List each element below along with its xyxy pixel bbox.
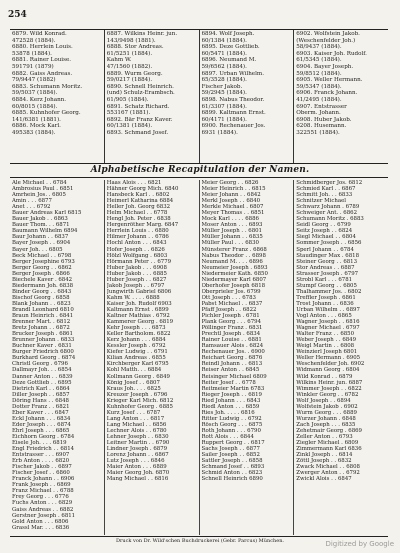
registry-entry: 6891. Schatz Richard. — [106, 103, 170, 110]
registry-entry: 61/905 (1884). — [106, 96, 149, 103]
footer-rule — [10, 536, 388, 537]
registry-entry: 79/9447 (1882) — [12, 77, 56, 84]
index-entry: Bauer Jakob . . 6863 — [12, 216, 68, 223]
index-entry: Bauer Thom. . . 6871 — [12, 222, 70, 229]
registry-entry: 6890. Schnell Heinrich. — [106, 83, 174, 90]
index-entry: Gerstner Joseph . 6811 — [12, 512, 76, 519]
index-entry: Müller Joseph . . 6801 — [201, 228, 262, 235]
index-entry: Bayer Joh. . . 6805 — [12, 246, 63, 253]
index-entry: Eckl Johann . . . 6834 — [12, 415, 71, 422]
index-entry: Dietrich Karl . . 6864 — [12, 385, 70, 392]
index-entry: Amrhein Jos. . 6805 — [12, 192, 66, 199]
index-entry: Gold Anton . . . 6806 — [12, 518, 69, 525]
index-entry: Neumand M. . . . 6896 — [201, 258, 263, 265]
index-entry: Haas Alois . . . 6821 — [106, 180, 162, 186]
registry-entry: 61/5251 (1884). — [106, 50, 153, 57]
index-entry: Fuchs Anton . . . 6829 — [12, 500, 73, 507]
index-entry: Walter Franz . . 6850 — [296, 331, 355, 338]
index-entry: Gaiss Andreas . . 6882 — [12, 506, 74, 513]
index-entry: Kurz Josef . . . 6787 — [106, 409, 161, 416]
registry-entry: 59/8512 (1884). — [296, 70, 342, 77]
index-entry: Münsterer Franz . 6868 — [201, 246, 267, 253]
index-entry: Ramsauer Alois . 6824 — [201, 343, 264, 350]
index-entry: Wagner Joseph . . 6816 — [296, 319, 360, 326]
index-entry: Engl Friedrich . . 6814 — [12, 446, 75, 453]
index-entry: Vogl Anton . . . 6865 — [296, 313, 352, 320]
registry-entry: 6902. Wolfstein Jakob. — [296, 31, 360, 37]
index-entry: Huber Joseph . . 6827 — [106, 276, 167, 283]
registry-entry: 6879. Wild Konrad. — [12, 31, 67, 37]
registry-entry: 65/3528 (1884). — [201, 77, 247, 84]
index-entry: Wolfstein Jakob . 6902 — [296, 403, 358, 410]
index-column — [294, 180, 388, 535]
index-entry: Jungwirth Gabriel 6806 — [106, 288, 172, 295]
index-entry: Burger Friedrich 6800 — [12, 349, 74, 356]
index-entry: Dotter Franz . . 6821 — [12, 403, 70, 410]
index-entry: Dallmayr Joh. . . 6854 — [12, 367, 72, 374]
index-entry: Weller Hermann . 6905 — [296, 355, 361, 362]
index-entry: Ziegler Michael . 6809 — [296, 440, 359, 447]
index-entry: Kohl Matth. . . 6884 — [106, 367, 162, 374]
index-entry: Döring Hans . . 6848 — [12, 397, 69, 404]
index-entry: Ried Johann . . . 6843 — [201, 397, 261, 404]
index-entry: Hölzl Wolfgang . 6803 — [106, 252, 168, 259]
registry-column — [200, 30, 295, 163]
index-entry: Herrlein Louis . . 6880 — [106, 228, 169, 235]
index-entry: König Josef . . 6807 — [106, 379, 160, 386]
index-entry: Eder Joseph . . . 6874 — [12, 421, 71, 428]
registry-entry: 59/6562 (1884). — [201, 63, 247, 70]
index-entry: Hochl Anton . . . 6843 — [106, 240, 167, 247]
index-entry: Kaiser Joh. Rudolf 6903 — [106, 300, 172, 307]
registry-entry: 6886. Mock Karl. — [12, 123, 61, 130]
registry-entry: 6931 (1884). — [201, 129, 238, 136]
index-entry: Hörmann Peter . . 6779 — [106, 258, 172, 265]
registry-entry: Oberm. Johann. — [296, 110, 341, 117]
index-entry: Sailer Joseph . . 6852 — [201, 452, 260, 459]
index-entry: Biedermann Joh. 6838 — [12, 282, 74, 289]
index-entry: Binder Georg . . 6843 — [12, 288, 72, 295]
index-entry: Reitmeier Martin 6783 — [201, 385, 265, 392]
registry-entry: 59/5037 (1884). — [12, 90, 58, 97]
registry-entry: 6208. Husemann. — [296, 123, 347, 130]
index-entry: Hähner Georg Mich. 6840 — [106, 186, 179, 193]
registry-entry: 60/1384 (1884). — [201, 37, 247, 44]
registry-column — [105, 30, 200, 163]
registry-column — [294, 30, 388, 163]
index-entry: Moser Anton . . . 6893 — [201, 222, 263, 229]
registry-entry: 60/4171 (1884). — [201, 116, 247, 123]
index-entry: Lang Michael . . 6856 — [106, 421, 167, 428]
index-entry: Grassl Mar. . . . 6836 — [12, 524, 70, 531]
index-entry: Fischer Josef . . 6860 — [12, 470, 70, 477]
registry-entry: (Weschenfelder Joh.) — [296, 37, 356, 44]
index-entry: Rott Alois . . . 6844 — [201, 433, 254, 440]
index-entry: Sattler Joseph . . 6858 — [201, 458, 263, 465]
index-entry: Widmann Georg . 6804 — [296, 367, 360, 374]
index-entry: Siegl Michael . . 6804 — [296, 234, 356, 241]
registry-entry: 59/0217 (1884). — [106, 77, 153, 84]
index-column — [200, 180, 295, 535]
index-entry: Burkhard Georg . 6874 — [12, 355, 76, 362]
index-entry: Berger Georg . . 6862 — [12, 264, 72, 271]
index-entry: Prechtl Joseph . 6834 — [201, 331, 261, 338]
index-entry: Franz Michael . . 6788 — [12, 488, 74, 495]
index-entry: Huber Jakob . . . 6908 — [106, 264, 167, 271]
index-entry: Zehetmair Georg . 6869 — [296, 427, 362, 434]
registry-entry: 47/1560 (1882). — [106, 63, 153, 70]
index-entry: Reindl Johann . . 6813 — [201, 361, 263, 368]
index-entry: Kehr Joseph . . . 6873 — [106, 325, 166, 332]
registry-entry: 472528 (1884). — [12, 37, 56, 44]
index-entry: Meier Georg . . 6826 — [201, 180, 259, 186]
index-entry: Sommer Joseph . . 6856 — [296, 240, 362, 247]
index-entry: Zach Joseph . . . 6835 — [296, 421, 356, 428]
index-entry: Deze Gottlieb . . 6895 — [12, 379, 72, 386]
index-entry: Braun Heinrich . 6841 — [12, 313, 74, 320]
registry-entry: 6892. Bär Franz Kaver. — [106, 116, 173, 123]
registry-entry: 6884. Kerz Johann. — [12, 96, 67, 103]
index-entry: Merkl Joseph . . 6840 — [201, 198, 261, 205]
index-entry: Frank Joseph . . 6869 — [12, 482, 71, 489]
index-entry: Kessler Joseph . 6792 — [106, 343, 166, 350]
registry-entry: 495383 (1884). — [12, 129, 56, 136]
index-entry: Meier Heinrich . . 6815 — [201, 186, 266, 193]
index-entry: Buchner Kaver . 6831 — [12, 343, 72, 350]
registry-entry: Kahm W. — [106, 57, 132, 64]
index-entry: Kiefer Ludwig . . 6791 — [106, 349, 168, 356]
index-entry: Zimmermann Karl 6836 — [296, 446, 362, 453]
registry-entry: 322551 (1884). — [296, 129, 340, 136]
registry-entry: 59/5347 (1884). — [296, 83, 342, 90]
index-entry: Zwickl Alois . . 6847 — [296, 476, 352, 483]
registry-entry: 61/3307 (1884). — [201, 103, 247, 110]
index-entry: Strasser Joseph . 6797 — [296, 270, 359, 277]
index-entry: Trost Johann . . 6836 — [296, 300, 354, 307]
index-entry: Bayer Joseph . . 6904 — [12, 240, 71, 247]
index-entry: Huber Jakob . . . 6885 — [106, 270, 167, 277]
index-entry: Brandl Leonhard 6810 — [12, 306, 74, 313]
index-entry: Heimerl Katharina 6884 — [106, 198, 174, 205]
printer-footer: Druck von Dr. Wild'schen Buchdruckerei (Gebr. Parcus) München. — [115, 538, 285, 544]
registry-entry: 60/8015 (1884). — [12, 103, 58, 110]
index-entry: Kahm W. . . . . 6888 — [106, 294, 160, 301]
index-entry: Kilian Andreas . 6855 — [106, 355, 166, 362]
registry-entry: 60/5471 (1884). — [201, 50, 247, 57]
registry-entry: 6905. Weller Hermann. — [296, 77, 363, 84]
index-entry: Rainer Louise . . 6881 — [201, 337, 262, 344]
index-entry: Schmid Anton . . 6823 — [201, 470, 263, 477]
registry-entry: 6907. Entstrasser — [296, 103, 347, 110]
index-entry: Treffler Joseph . 6861 — [296, 294, 356, 301]
index-entry: Steiner Georg . . 6813 — [296, 258, 358, 265]
index-entry: Hilmer Johann . . 6786 — [106, 234, 169, 241]
registry-entry: Fischer Jakob. — [201, 83, 243, 90]
index-entry: Helm Michael . . 6778 — [106, 210, 168, 217]
registry-entry: 6893. Schmand Josef. — [106, 129, 169, 136]
registry-column — [10, 30, 105, 163]
index-entry: Seidl Georg . . 6799 — [296, 222, 351, 229]
index-entry: Erb Anton . . . . 6820 — [12, 458, 70, 465]
index-entry: Baumann Wilhelm 6894 — [12, 228, 78, 235]
index-entry: Entstrasser . . . 6907 — [12, 452, 70, 459]
registry-entry: 58/9437 (1884). — [296, 44, 342, 51]
index-entry: Riedl Anton . . . 6859 — [201, 403, 260, 410]
index-entry: Ale Michael . . 6784 — [12, 180, 67, 186]
index-entry: Ries Joh. . . . . 6816 — [201, 409, 255, 416]
index-entry: Lutz Joseph . . . 6846 — [106, 458, 165, 465]
index-entry: Kirchberger Karl 6795 — [106, 361, 169, 368]
index-entry: Weinzierl Joseph 6801 — [296, 349, 358, 356]
index-entry: Bauer Andreas Karl 6815 — [12, 210, 82, 217]
index-entry: Beck Michael . . 6798 — [12, 252, 72, 259]
index-entry: Schnell Heinrich 6890 — [201, 476, 263, 483]
index-entry: Winkler Georg . . 6782 — [296, 391, 359, 398]
index-entry: Ott Joseph . . . 6783 — [201, 294, 256, 301]
index-entry: Kerz Johann . . . 6884 — [106, 337, 166, 344]
index-entry: Neumeier Joseph . 6893 — [201, 264, 268, 271]
index-entry: Oberprieler Jos. 6799 — [201, 288, 261, 295]
index-entry: Müller Paul . . . 6830 — [201, 240, 259, 247]
index-entry: Christl Georg . 6796 — [12, 361, 68, 368]
index-entry: Leitner Martin . . 6790 — [106, 440, 170, 447]
index-entry: Reiter Josef . . 6778 — [201, 379, 256, 386]
index-entry: Brucker Joseph . 6861 — [12, 331, 73, 338]
index-entry: Wolf Joseph . . 6894 — [296, 397, 351, 404]
index-entry: Biechele Kaver . 6842 — [12, 276, 73, 283]
index-entry: Sperl Johann . . 6784 — [296, 246, 354, 253]
registry-entry: 6897. Urban Wilhelm. — [201, 70, 264, 77]
index-entry: Lang Anton . . . 6817 — [106, 415, 165, 422]
index-entry: Lorenz Johann . . 6867 — [106, 452, 169, 459]
registry-entry: 41/2495 (1884). — [296, 96, 342, 103]
index-entry: Zöttl Joseph . . 6832 — [296, 458, 352, 465]
registry-entry: (und) Schulz-Erambsch. — [106, 90, 175, 97]
index-entry: Franck Johann . . 6906 — [12, 476, 75, 483]
index-entry: Baur Johann . . 6837 — [12, 234, 69, 241]
index-entry: Roth Johann . . . 6790 — [201, 427, 261, 434]
index-entry: Anet . . . 6792 — [12, 204, 51, 211]
index-entry: Lindner Joseph . 6879 — [106, 446, 168, 453]
index-entry: Rechenauer Jos. . 6900 — [201, 349, 265, 356]
section-title: Alphabetische Recapitulation der Namen. — [90, 165, 310, 175]
index-entry: Strobl Karl . . . 6781 — [296, 276, 353, 283]
index-entry: Wurm Georg . . . 6889 — [296, 409, 357, 416]
index-column — [105, 180, 200, 535]
index-entry: Niedermeier Kath. 6850 — [201, 270, 268, 277]
index-entry: Berger Josephine 6793 — [12, 258, 75, 265]
index-entry: Wilkins Heinr. jun. 6887 — [296, 379, 363, 386]
title-rule — [10, 177, 388, 178]
registry-entry: 6882. Gaiss Andreas. — [12, 70, 73, 77]
registry-entry: 6894. Wolf Joseph. — [201, 31, 255, 37]
index-entry: Weigl Martin . . 6808 — [296, 343, 355, 350]
index-entry: Frey Georg . . . 6776 — [12, 494, 69, 501]
registry-entry: 143/9498 (1881). — [106, 37, 156, 44]
index-entry: Meier Johann . . 6842 — [201, 192, 261, 199]
index-entry: Hergenröther Marg. 6847 — [106, 222, 179, 229]
index-entry: Plank Georg . . . 6794 — [201, 319, 261, 326]
index-entry: Ambrosius Paul . 6851 — [12, 186, 74, 193]
index-entry: Kreuzer Joseph . 6796 — [106, 391, 168, 398]
index-entry: Ritter Ludwig . . 6792 — [201, 415, 262, 422]
index-entry: Wild Konrad . . 6879 — [296, 373, 353, 380]
registry-entries-table — [10, 29, 388, 164]
index-entry: Reiser Anton . . 6845 — [201, 367, 260, 374]
index-entry: Staudinger Max . 6818 — [296, 252, 360, 259]
index-entry: Amin . . . 6877 — [12, 198, 52, 205]
index-entry: Kuhnhofer Georg . 6885 — [106, 403, 173, 410]
index-entry: Oberhofer Joseph 6818 — [201, 282, 266, 289]
index-entry: Kammerer Georg . 6819 — [106, 319, 174, 326]
index-entry: Keller Bartholom. 6822 — [106, 331, 171, 338]
registry-entry: 6889. Wurm Georg. — [106, 70, 163, 77]
index-entry: Schwarz Johann . 6789 — [296, 204, 360, 211]
index-entry: Merkle Michael . 6807 — [201, 204, 264, 211]
index-entry: Brunner Johann . 6833 — [12, 337, 75, 344]
index-entry: Zwerger Anton . . 6792 — [296, 470, 360, 477]
registry-entry: 6883. Schumann Moritz. — [12, 83, 83, 90]
index-entry: Lehner Joseph . . 6830 — [106, 433, 169, 440]
index-entry: Heller Joh. Georg 6832 — [106, 204, 171, 211]
index-entry: Krieger Karl Mich. 6812 — [106, 397, 174, 404]
index-entry: Ehrl Joseph . . . 6865 — [12, 427, 70, 434]
index-entry: Eichhorn Georg . 6784 — [12, 433, 75, 440]
index-entry: Sachs Joseph . . 6877 — [201, 446, 260, 453]
page-number: 254 — [8, 10, 27, 20]
index-entry: Zeller Anton . . 6793 — [296, 433, 353, 440]
index-entry: Ruppert Georg . . 6817 — [201, 440, 265, 447]
index-entry: Meyer Thomas . . 6851 — [201, 210, 265, 217]
index-entry: Müller Johann . . 6835 — [201, 234, 263, 241]
index-entry: Pöllinger Franz . 6831 — [201, 325, 263, 332]
registry-entry: 6904. Bayer Joseph. — [296, 63, 354, 70]
registry-entry: 6885. Kuhnhofer Georg. — [12, 110, 81, 117]
index-entry: Urban Wilhelm . . 6897 — [296, 306, 360, 313]
index-entry: Reichart Georg . 6876 — [201, 355, 263, 362]
index-entry: Niedermayer Karl 6807 — [201, 276, 267, 283]
index-entry: Eisele Joh. . . . 6819 — [12, 440, 67, 447]
index-entry: Schmitt Joh. . . 6833 — [296, 192, 353, 199]
index-entry: Maier Anton . . . 6889 — [106, 464, 167, 471]
index-entry: Schmand Josef . . 6893 — [201, 464, 265, 471]
index-entry: Wurzer Johann . 6848 — [296, 415, 356, 422]
index-entry: Seitz Joseph . . 6824 — [296, 228, 353, 235]
registry-entry: 61/5345 (1884). — [296, 57, 342, 64]
index-entry: Danner Anton . . 6839 — [12, 373, 73, 380]
registry-entry: 59/2945 (1884). — [201, 90, 247, 97]
index-entry: Zinkl Joseph . . 6814 — [296, 452, 353, 459]
registry-entry: 60/1381 (1884). — [106, 123, 153, 130]
index-entry: Jakob Joseph . . 6797 — [106, 282, 165, 289]
index-entry: Wagner Michael . 6797 — [296, 325, 360, 332]
registry-entry: 6887. Wilkins Heinr. jun. — [106, 31, 178, 37]
registry-entry: 6888. Stor Andreas. — [106, 44, 164, 51]
index-entry: Schmied Karl . . 6867 — [296, 186, 356, 193]
registry-entry: 553167 (1881). — [106, 110, 151, 117]
index-entry: Blank Johann . . 6823 — [12, 300, 71, 307]
index-entry: Lechner Alois . . 6780 — [106, 427, 167, 434]
index-entry: Schumann Moritz . 6883 — [296, 216, 364, 223]
index-entry: Schweiger Ant. . 6862 — [296, 210, 357, 217]
registry-entry: 6895. Deze Gottlieb. — [201, 44, 260, 51]
registry-entry: 591791 (1879) — [12, 63, 54, 70]
registry-entry: 6903. Kaiser Joh. Rudolf. — [296, 50, 367, 57]
registry-entry: 6908. Huber Jakob. — [296, 116, 352, 123]
index-entry: Schnitzer Michael — [296, 198, 346, 205]
index-entry: Pichler Joseph . 6781 — [201, 313, 260, 320]
index-entry: Diller Joseph . . 6857 — [12, 391, 70, 398]
index-entry: Stor Andreas . . 6887 — [296, 264, 355, 271]
index-entry: Kollmann Georg . 6849 — [106, 373, 170, 380]
index-entry: Bretz Johann . . 6872 — [12, 325, 70, 332]
index-entry: Bischof Georg . 6858 — [12, 294, 70, 301]
registry-entry: 6899. Kaltmann Ernst. — [201, 110, 266, 117]
registry-entry: 6880. Herrlein Louis. — [12, 44, 73, 51]
index-entry: Hofer Joseph . . 6826 — [106, 246, 165, 253]
index-entry: Maier Georg Joh. 6870 — [106, 470, 170, 477]
watermark: Digitized by Google — [325, 540, 394, 548]
index-entry: Pabst Michael . . 6837 — [201, 300, 263, 307]
index-entry: Schmidberger Jos. 6812 — [296, 180, 363, 186]
index-entry: Brenner Mart. . 6812 — [12, 319, 71, 326]
index-entry: Hengl Joh. Peter . 6838 — [106, 216, 171, 223]
index-entry: Hansbeck Karl . . 6802 — [106, 192, 170, 199]
index-entry: Kaltner Mathias . 6792 — [106, 313, 170, 320]
index-entry: Eber Kaver . . . 6847 — [12, 409, 69, 416]
index-entry: Zwack Michael . . 6808 — [296, 464, 360, 471]
index-entry: Weschenfelder Joh. 6902 — [296, 361, 365, 368]
index-column — [10, 180, 105, 535]
name-index-table — [10, 180, 388, 535]
index-entry: Mang Michael . . 6816 — [106, 476, 169, 483]
index-entry: Rösch Georg . . . 6875 — [201, 421, 263, 428]
index-entry: Rieger Joseph . . 6819 — [201, 391, 262, 398]
registry-entry: 6900. Rechenauer Jos. — [201, 123, 266, 130]
index-entry: Thalhammer Jos. . 6802 — [296, 288, 362, 295]
index-entry: Kaltmann Ernst . 6899 — [106, 306, 169, 313]
index-entry: Fischer Jakob . . 6897 — [12, 464, 72, 471]
index-entry: Berger Joseph . 6866 — [12, 270, 70, 277]
registry-entry: 53878 (1884). — [12, 50, 52, 57]
registry-entry: 141/6381 (1881). — [12, 116, 61, 123]
index-entry: Weber Joseph . . 6849 — [296, 337, 357, 344]
index-entry: Reisinger Michael 6809 — [201, 373, 267, 380]
registry-entry: 6906. Franck Johann. — [296, 90, 358, 97]
index-entry: Mock Karl . . . . 6886 — [201, 216, 259, 223]
registry-entry: 6898. Nabus Theodor. — [201, 96, 265, 103]
index-entry: Nabus Theodor . . 6898 — [201, 252, 266, 259]
registry-entry: 6896. Neumand M. — [201, 57, 257, 64]
index-entry: Kraus Joh. . . . 6825 — [106, 385, 161, 392]
registry-entry: 6881. Rainer Louise. — [12, 57, 72, 64]
index-entry: Pfaff Joseph . . 6822 — [201, 306, 257, 313]
index-entry: Wimmer Joseph . . 6822 — [296, 385, 362, 392]
index-entry: Stumpf Georg . . 6805 — [296, 282, 357, 289]
